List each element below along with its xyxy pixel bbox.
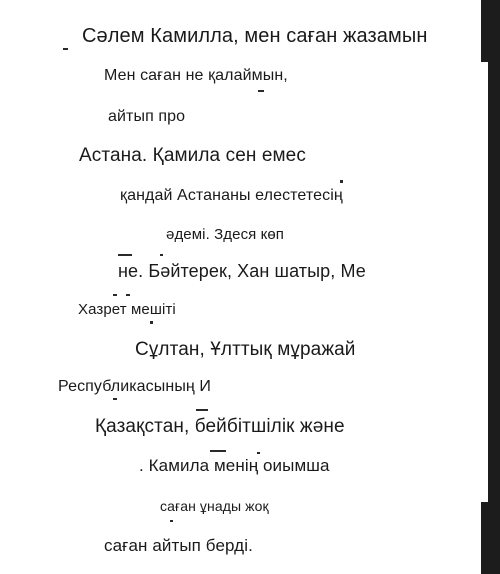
letter-line-12: . Камила менің оиымша xyxy=(139,456,330,475)
ink-mark xyxy=(118,254,132,256)
ink-mark xyxy=(196,409,208,411)
letter-line-7: не. Бәйтерек, Хан шатыр, Ме xyxy=(118,261,366,281)
letter-line-1: Сәлем Камилла, мен саған жазамын xyxy=(82,25,428,47)
letter-line-3: айтып про xyxy=(108,108,186,125)
letter-line-14: саған айтып берді. xyxy=(104,536,253,555)
ink-mark xyxy=(170,520,173,522)
ink-mark xyxy=(258,90,264,92)
ink-mark xyxy=(113,398,117,400)
ink-mark xyxy=(126,294,130,296)
ink-mark xyxy=(160,254,163,256)
ink-mark xyxy=(150,321,153,324)
letter-line-4: Астана. Қамила сен емес xyxy=(79,145,306,166)
scan-edge-gap xyxy=(479,62,488,502)
ink-mark xyxy=(257,452,260,454)
letter-line-5: қандай Астананы елестетесің xyxy=(120,187,343,204)
letter-line-8: Хазрет мешіті xyxy=(78,301,176,318)
letter-line-2: Мен саған не қалаймын, xyxy=(104,67,288,84)
ink-mark xyxy=(63,48,68,50)
letter-line-13: саған ұнады жоқ xyxy=(160,498,269,514)
letter-line-6: әдемі. Здеся көп xyxy=(166,226,284,243)
letter-line-10: Республикасының И xyxy=(58,378,211,395)
letter-line-11: Қазақстан, бейбітшілік және xyxy=(95,416,345,437)
ink-mark xyxy=(210,450,226,452)
ink-mark xyxy=(113,294,117,296)
ink-mark xyxy=(340,180,343,183)
letter-line-9: Сұлтан, Ұлттық мұражай xyxy=(135,339,356,360)
